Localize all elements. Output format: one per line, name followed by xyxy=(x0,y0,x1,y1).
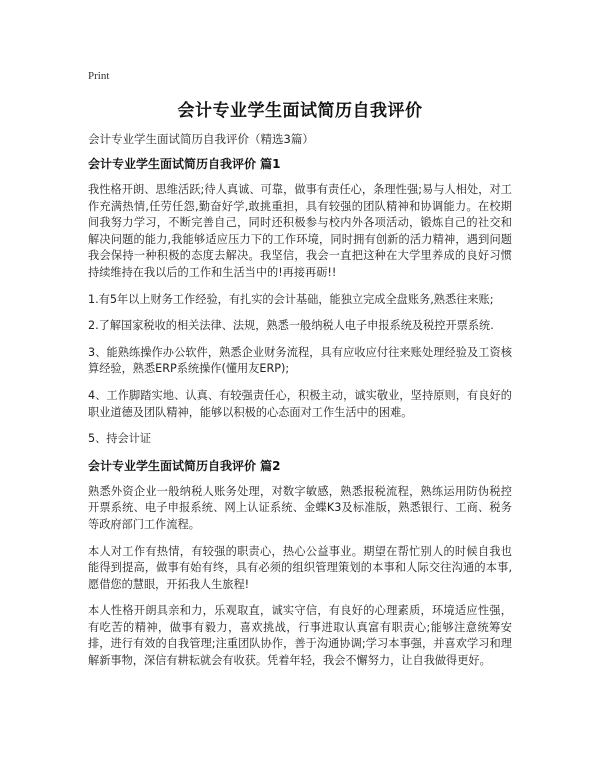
paragraph: 4、工作脚踏实地、认真、有较强责任心，积极主动，诚实敬业，坚持原则，有良好的职业道德及团队精神，能够以积极的心态面对工作生活中的困难。 xyxy=(88,388,512,419)
paragraph: 我性格开朗、思维活跃;待人真诚、可靠，做事有责任心，条理性强;易与人相处，对工作充满热情,任劳任怨,勤奋好学,敢挑重担，具有较强的团队精神和协调能力。在校期间我努力学习，不断完善自己，同时还积极参与校内外各项活动，锻炼自己的社交和解决问题的能力,我能够适应压力下的工作环境，同时拥有创新的活力精神，遇到问题我会保持一种积极的态度去解决。我坚信，我会一直把这种在大学里养成的良好习惯持续维持在我以后的工作和生活当中的!再接再砺!! xyxy=(88,183,512,279)
section-2 xyxy=(88,458,512,670)
paragraph: 熟悉外资企业一般纳税人账务处理，对数字敏感，熟悉报税流程，熟练运用防伪税控开票系统、电子申报系统、网上认证系统、金蝶K3及标准版，熟悉银行、工商、税务等政府部门工作流程。 xyxy=(88,484,512,531)
paragraph: 本人性格开朗具亲和力，乐观取直，诚实守信，有良好的心理素质，环境适应性强，有吃苦的精神，做事有毅力，喜欢挑战，行事进取认真富有职责心;能够注意统筹安排，进行有效的自我管理;注重团队协作，善于沟通协调;学习本事强，并喜欢学习和理解新事物，深信有耕耘就会有收获。凭着年轻，我会不懈努力，让自我做得更好。 xyxy=(88,604,512,668)
document-subtitle: 会计专业学生面试简历自我评价（精选3篇） xyxy=(88,132,314,146)
page-title: 会计专业学生面试简历自我评价 xyxy=(177,101,423,121)
paragraph: 3、能熟练操作办公软件，熟悉企业财务流程，具有应收应付往来账处理经验及工资核算经验，熟悉ERP系统操作(懂用友ERP); xyxy=(88,345,512,376)
paragraph: 5、持会计证 xyxy=(88,432,152,446)
paragraph: 本人对工作有热情，有较强的职责心，热心公益事业。期望在帮忙别人的时候自我也能得到提高，做事有始有终，具有必须的组织管理策划的本事和人际交往沟通的本事,愿借您的慧眼，开拓我人生旅程! xyxy=(88,544,512,591)
section-heading: 会计专业学生面试简历自我评价 篇2 xyxy=(88,458,281,473)
paragraph: 2.了解国家税收的相关法律、法规，熟悉一般纳税人电子申报系统及税控开票系统. xyxy=(88,319,494,333)
section-1 xyxy=(88,156,512,448)
print-label: Print xyxy=(88,70,110,82)
section-heading: 会计专业学生面试简历自我评价 篇1 xyxy=(88,157,281,171)
paragraph: 1.有5年以上财务工作经验，有扎实的会计基础，能独立完成全盘账务,熟悉往来账; xyxy=(88,292,494,306)
document-body xyxy=(88,131,512,680)
